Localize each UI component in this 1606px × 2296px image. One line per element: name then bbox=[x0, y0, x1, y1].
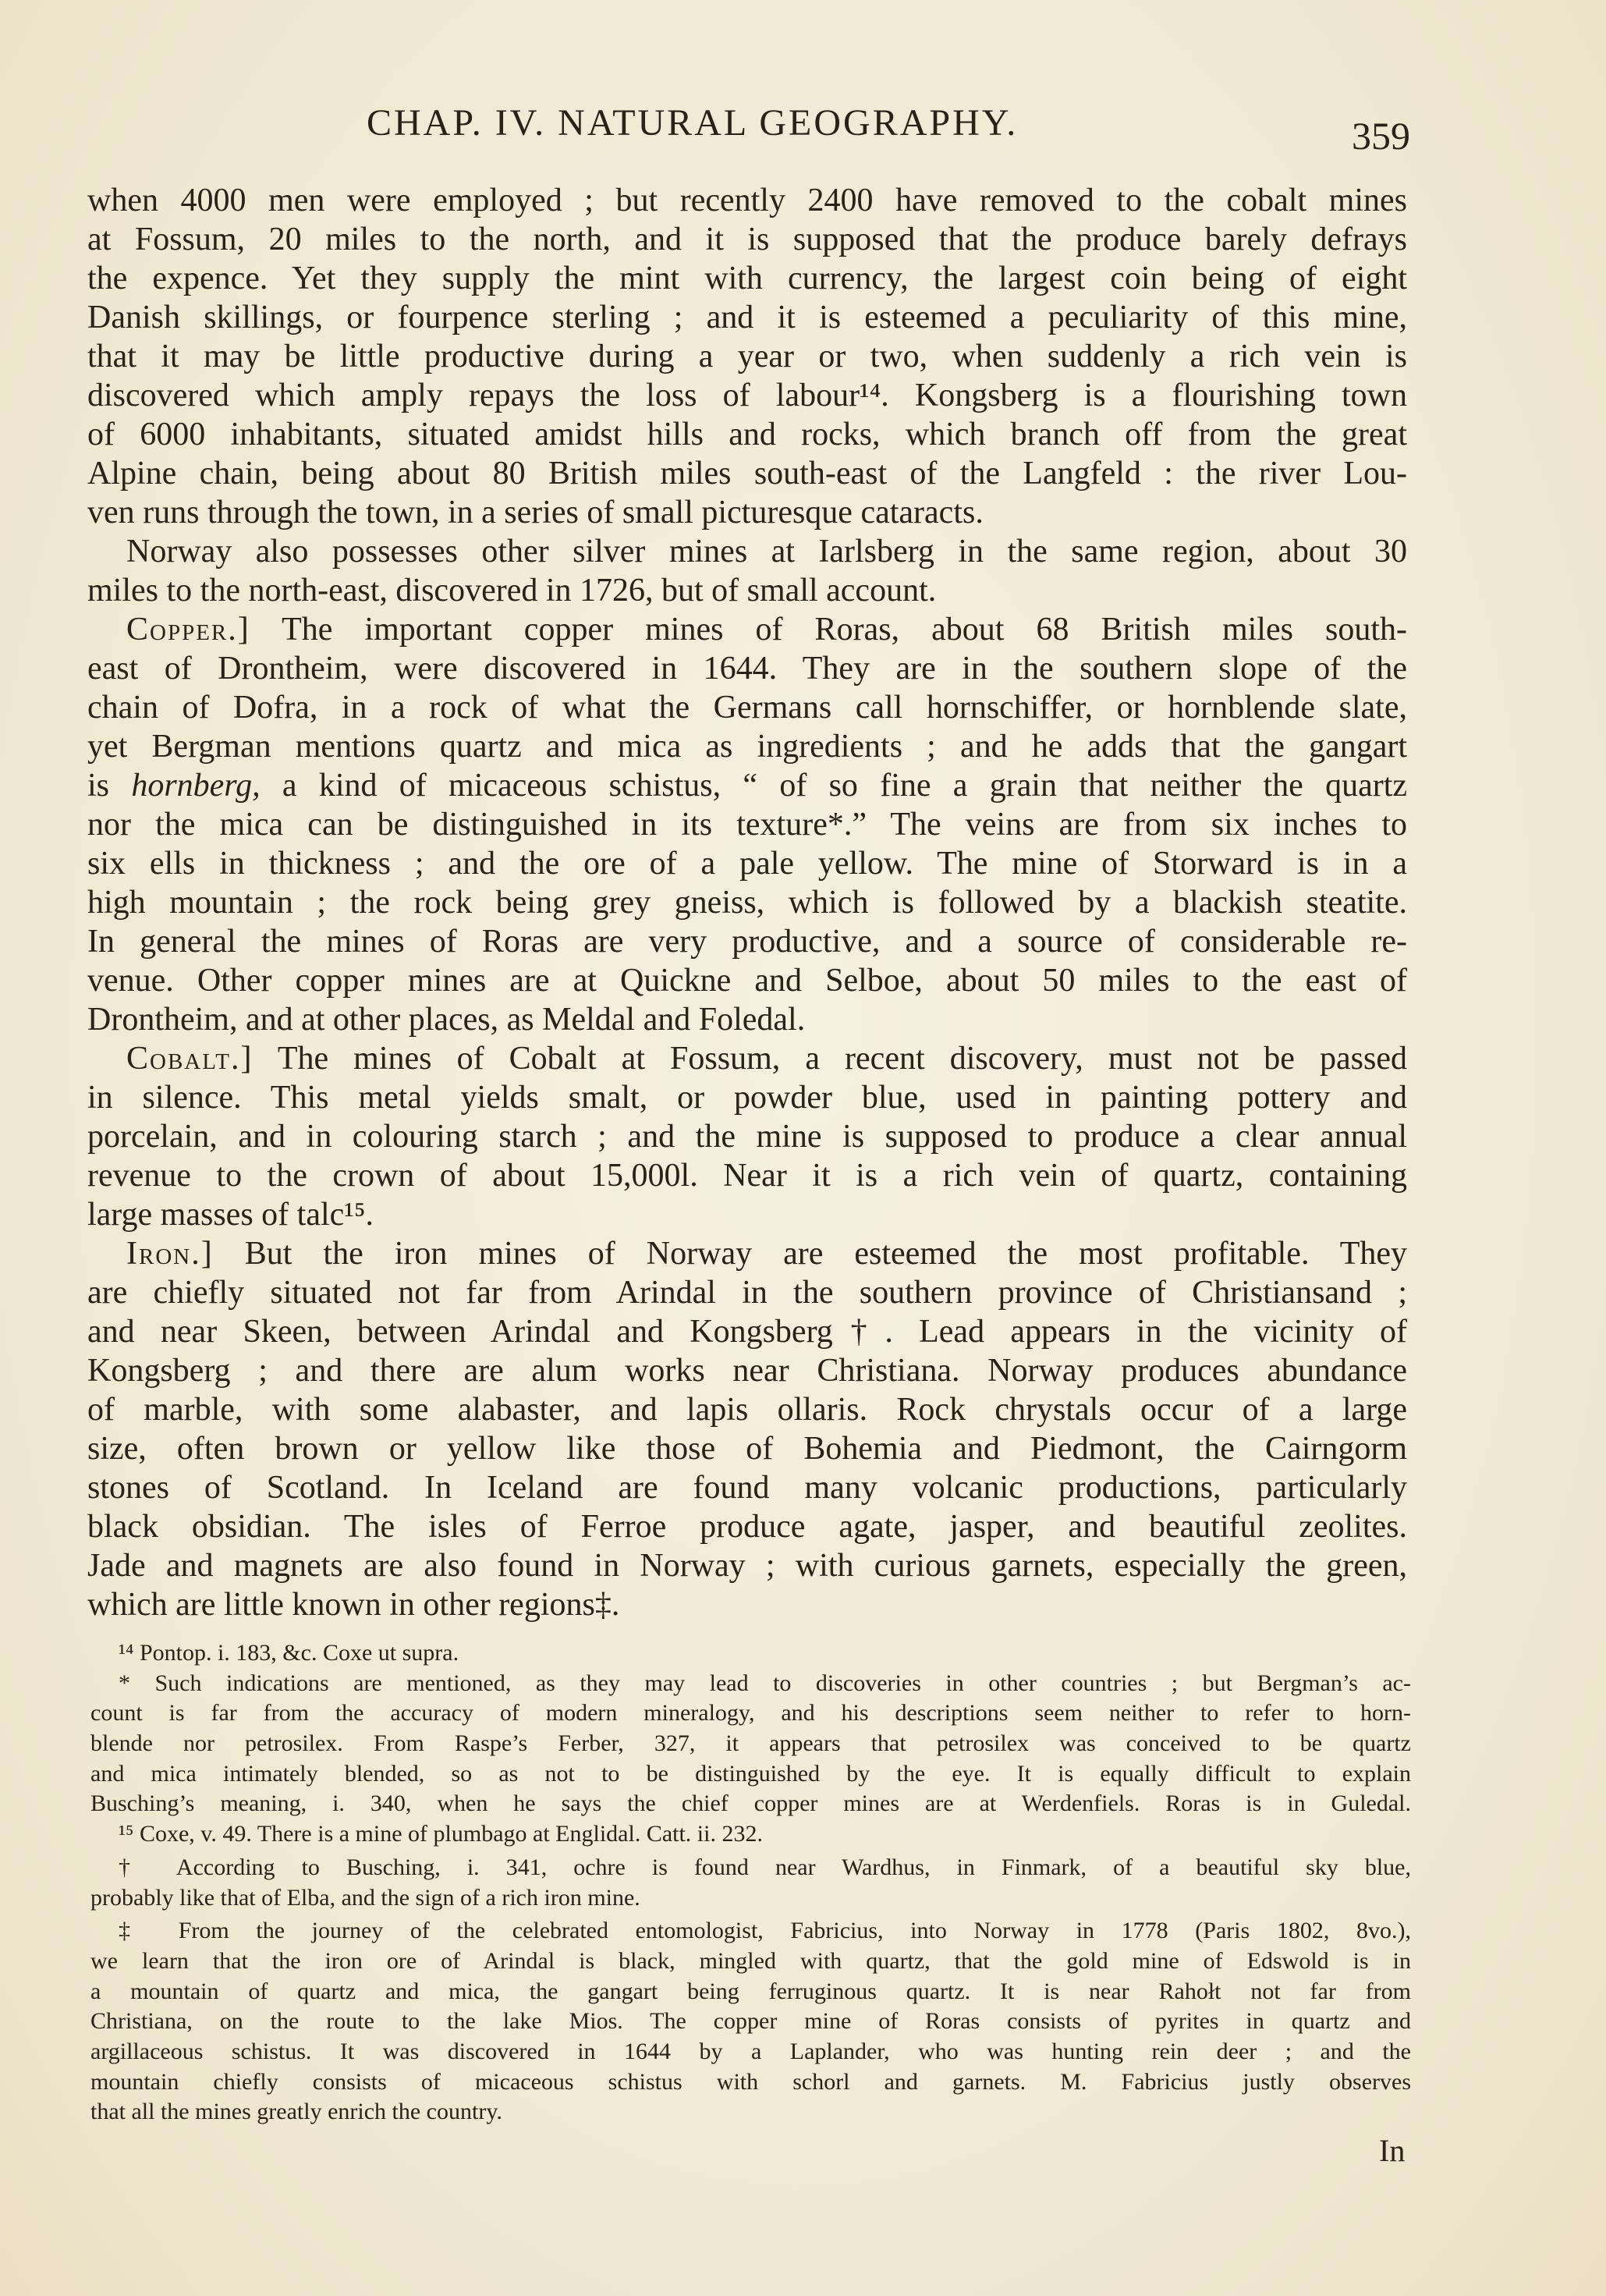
body-line: and near Skeen, between Arindal and Kongsberg†. Lead appears in the vicinity of bbox=[87, 1314, 1407, 1350]
body-line: which are little known in other regions‡. bbox=[87, 1587, 620, 1623]
body-line: Danish skillings, or fourpence sterling ; and it is esteemed a peculiarity of this mine, bbox=[87, 300, 1407, 335]
footnote-line: ‡ From the journey of the celebrated entomologist, Fabricius, into Norway in 1778 (Paris 1802, 8vo.), bbox=[119, 1918, 1411, 1944]
body-line: that it may be little productive during a year or two, when suddenly a rich vein is bbox=[87, 339, 1407, 374]
body-line-iron bbox=[87, 1234, 1407, 1273]
body-line-text: But the iron mines of Norway are esteemed the most profitable. They bbox=[244, 1236, 1408, 1272]
body-line: Kongsberg ; and there are alum works near Christiana. Norway produces abundance bbox=[87, 1353, 1407, 1389]
footnote-line: blende nor petrosilex. From Raspe’s Ferber, 327, it appears that petrosilex was conceived to be quartz bbox=[90, 1730, 1411, 1757]
body-line-copper bbox=[87, 610, 1407, 649]
footnote-line: and mica intimately blended, so as not to be distinguished by the eye. It is equally difficult to explain bbox=[90, 1760, 1411, 1787]
section-heading-cobalt: Cobalt.] bbox=[126, 1041, 253, 1077]
body-line-text: The important copper mines of Roras, about 68 British miles south- bbox=[282, 612, 1407, 648]
footnote-line: ¹⁴ Pontop. i. 183, &c. Coxe ut supra. bbox=[119, 1640, 459, 1666]
body-line: Jade and magnets are also found in Norway ; with curious garnets, especially the green, bbox=[87, 1548, 1407, 1584]
catchword: In bbox=[1379, 2133, 1406, 2168]
body-line: In general the mines of Roras are very productive, and a source of considerable re- bbox=[87, 924, 1407, 960]
body-line bbox=[87, 766, 1407, 805]
body-line-prefix: is bbox=[87, 768, 110, 804]
section-heading-copper: Copper.] bbox=[126, 612, 250, 648]
body-line: when 4000 men were employed ; but recently 2400 have removed to the cobalt mines bbox=[87, 183, 1407, 218]
footnote-line: we learn that the iron ore of Arindal is black, mingled with quartz, that the gold mine of Edswold is in bbox=[90, 1947, 1411, 1974]
body-line: miles to the north-east, discovered in 1726, but of small account. bbox=[87, 573, 937, 609]
footnote-line: ¹⁵ Coxe, v. 49. There is a mine of plumbago at Englidal. Catt. ii. 232. bbox=[119, 1821, 763, 1847]
section-heading-iron: Iron.] bbox=[126, 1236, 214, 1272]
body-line: porcelain, and in colouring starch ; and the mine is supposed to produce a clear annual bbox=[87, 1119, 1407, 1155]
body-line: chain of Dofra, in a rock of what the Germans call hornschiffer, or hornblende slate, bbox=[87, 690, 1407, 726]
body-line: of 6000 inhabitants, situated amidst hills and rocks, which branch off from the great bbox=[87, 417, 1407, 452]
body-text bbox=[87, 181, 1407, 1624]
footnote-line: * Such indications are mentioned, as they may lead to discoveries in other countries ; but Bergman’s ac- bbox=[119, 1670, 1411, 1696]
body-line: ven runs through the town, in a series of small picturesque cataracts. bbox=[87, 495, 984, 531]
footnote-line: a mountain of quartz and mica, the gangart being ferruginous quartz. It is near Rahołt not far from bbox=[90, 1978, 1411, 2004]
body-line: six ells in thickness ; and the ore of a pale yellow. The mine of Storward is in a bbox=[87, 846, 1407, 882]
body-line-text: The mines of Cobalt at Fossum, a recent discovery, must not be passed bbox=[277, 1041, 1407, 1077]
body-line: discovered which amply repays the loss of labour¹⁴. Kongsberg is a flourishing town bbox=[87, 378, 1407, 413]
body-line-cobalt bbox=[87, 1039, 1407, 1078]
footnote-line: count is far from the accuracy of modern mineralogy, and his descriptions seem neither to refer to horn- bbox=[90, 1700, 1411, 1726]
footnote-line: † According to Busching, i. 341, ochre is found near Wardhus, in Finmark, of a beautiful sky blue, bbox=[119, 1854, 1411, 1880]
body-line: in silence. This metal yields smalt, or powder blue, used in painting pottery and bbox=[87, 1080, 1407, 1116]
body-line: east of Drontheim, were discovered in 1644. They are in the southern slope of the bbox=[87, 651, 1407, 687]
footnotes bbox=[90, 1638, 1411, 2127]
page-number: 359 bbox=[1352, 114, 1410, 158]
footnote-line: probably like that of Elba, and the sign of a rich iron mine. bbox=[90, 1884, 640, 1911]
body-line: large masses of talc¹⁵. bbox=[87, 1197, 374, 1233]
body-line: venue. Other copper mines are at Quickne and Selboe, about 50 miles to the east of bbox=[87, 963, 1407, 999]
body-line: the expence. Yet they supply the mint with currency, the largest coin being of eight bbox=[87, 261, 1407, 296]
running-head: CHAP. IV. NATURAL GEOGRAPHY. bbox=[367, 102, 1019, 144]
footnote-line: Busching’s meaning, i. 340, when he says the chief copper mines are at Werdenfiels. Roras is in Guledal. bbox=[90, 1790, 1411, 1817]
footnote-line: Christiana, on the route to the lake Mios. The copper mine of Roras consists of pyrites in quartz and bbox=[90, 2008, 1411, 2035]
body-line: size, often brown or yellow like those of Bohemia and Piedmont, the Cairngorm bbox=[87, 1431, 1407, 1467]
footnote-line: mountain chiefly consists of micaceous schistus with schorl and garnets. M. Fabricius justly observes bbox=[90, 2068, 1411, 2095]
body-line: stones of Scotland. In Iceland are found many volcanic productions, particularly bbox=[87, 1470, 1407, 1506]
body-line: black obsidian. The isles of Ferroe produce agate, jasper, and beautiful zeolites. bbox=[87, 1509, 1407, 1545]
footnote-line: that all the mines greatly enrich the country. bbox=[90, 2099, 502, 2125]
body-line: Drontheim, and at other places, as Meldal and Foledal. bbox=[87, 1002, 806, 1038]
body-line: Alpine chain, being about 80 British miles south-east of the Langfeld : the river Lou- bbox=[87, 456, 1407, 491]
body-line: nor the mica can be distinguished in its texture*.” The veins are from six inches to bbox=[87, 807, 1407, 843]
body-line: revenue to the crown of about 15,000l. Near it is a rich vein of quartz, containing bbox=[87, 1158, 1407, 1194]
body-line: Norway also possesses other silver mines at Iarlsberg in the same region, about 30 bbox=[126, 534, 1407, 570]
footnote-line: argillaceous schistus. It was discovered in 1644 by a Laplander, who was hunting rein deer ; and the bbox=[90, 2038, 1411, 2064]
body-line: at Fossum, 20 miles to the north, and it is supposed that the produce barely defrays bbox=[87, 222, 1407, 257]
body-line: high mountain ; the rock being grey gneiss, which is followed by a blackish steatite. bbox=[87, 885, 1407, 921]
body-line-text: a kind of micaceous schistus, “ of so fine a grain that neither the quartz bbox=[282, 768, 1408, 804]
body-line: yet Bergman mentions quartz and mica as ingredients ; and he adds that the gangart bbox=[87, 729, 1407, 765]
body-line: are chiefly situated not far from Arindal in the southern province of Christiansand ; bbox=[87, 1275, 1407, 1311]
body-line: of marble, with some alabaster, and lapis ollaris. Rock chrystals occur of a large bbox=[87, 1392, 1407, 1428]
italic-term: hornberg, bbox=[131, 768, 261, 804]
